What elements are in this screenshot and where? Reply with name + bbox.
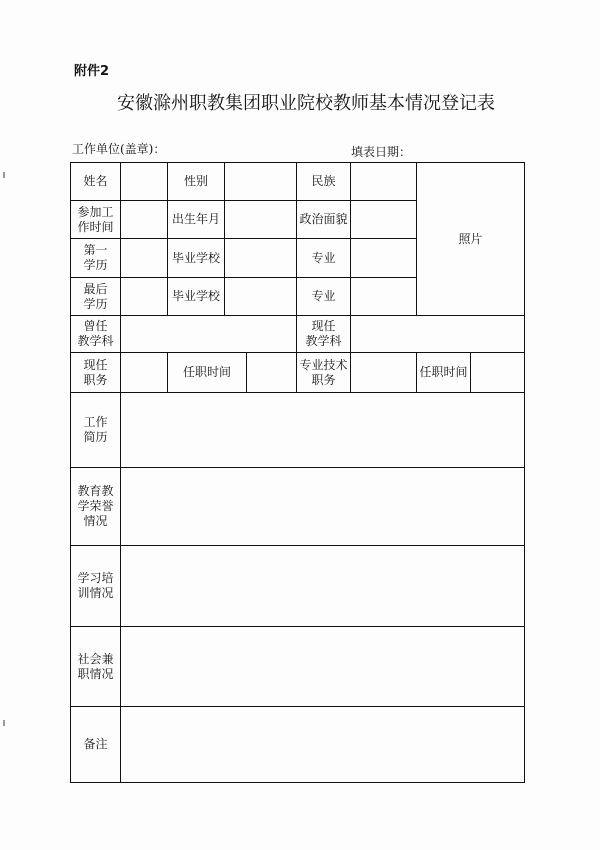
tech-title-value-cell bbox=[351, 353, 417, 393]
honors-label: 教育教 学荣誉 情况 bbox=[71, 468, 121, 546]
birth-label: 出生年月 bbox=[168, 201, 225, 239]
current-subject-label: 现任 教学科 bbox=[297, 316, 351, 353]
major-label: 专业 bbox=[297, 239, 351, 278]
first-degree-value-cell bbox=[121, 239, 168, 278]
birth-value-cell bbox=[225, 201, 297, 239]
gender-label: 性别 bbox=[168, 163, 225, 201]
fill-date-label: 填表日期： bbox=[351, 145, 412, 159]
table-row bbox=[71, 353, 525, 393]
title-date-label: 任职时间 bbox=[417, 353, 471, 393]
last-degree-label: 最后 学历 bbox=[71, 278, 121, 316]
graduate-school-label: 毕业学校 bbox=[168, 239, 225, 278]
current-post-label: 现任 职务 bbox=[71, 353, 121, 393]
registration-table bbox=[70, 162, 525, 783]
major-value-cell bbox=[351, 278, 417, 316]
work-unit-label: 工作单位(盖章)： bbox=[72, 142, 166, 156]
ethnicity-value-cell bbox=[351, 163, 417, 201]
last-degree-value-cell bbox=[121, 278, 168, 316]
work-start-label: 参加工 作时间 bbox=[71, 201, 121, 239]
table-row bbox=[71, 163, 525, 201]
current-post-value-cell bbox=[121, 353, 168, 393]
resume-value-cell bbox=[121, 393, 525, 468]
table-row bbox=[71, 707, 525, 783]
honors-value-cell bbox=[121, 468, 525, 546]
name-value-cell bbox=[121, 163, 168, 201]
gender-value-cell bbox=[225, 163, 297, 201]
post-date-label: 任职时间 bbox=[168, 353, 247, 393]
training-value-cell bbox=[121, 546, 525, 627]
current-subject-value-cell bbox=[351, 316, 525, 353]
part-time-label: 社会兼 职情况 bbox=[71, 627, 121, 707]
past-subject-label: 曾任 教学科 bbox=[71, 316, 121, 353]
table-row bbox=[71, 316, 525, 353]
resume-label: 工作 简历 bbox=[71, 393, 121, 468]
photo-cell: 照片 bbox=[417, 163, 525, 316]
name-label: 姓名 bbox=[71, 163, 121, 201]
political-status-value-cell bbox=[351, 201, 417, 239]
work-start-value-cell bbox=[121, 201, 168, 239]
table-row bbox=[71, 393, 525, 468]
table-row bbox=[71, 546, 525, 627]
remarks-value-cell bbox=[121, 707, 525, 783]
first-degree-label: 第一 学历 bbox=[71, 239, 121, 278]
past-subject-value-cell bbox=[121, 316, 297, 353]
table-row bbox=[71, 468, 525, 546]
scan-punch-mark bbox=[3, 720, 5, 726]
ethnicity-label: 民族 bbox=[297, 163, 351, 201]
political-status-label: 政治面貌 bbox=[297, 201, 351, 239]
major-label: 专业 bbox=[297, 278, 351, 316]
tech-title-label: 专业技术 职务 bbox=[297, 353, 351, 393]
title-date-value-cell bbox=[471, 353, 525, 393]
graduate-school-label: 毕业学校 bbox=[168, 278, 225, 316]
scan-punch-mark bbox=[3, 172, 5, 178]
graduate-school-value-cell bbox=[225, 239, 297, 278]
post-date-value-cell bbox=[247, 353, 297, 393]
major-value-cell bbox=[351, 239, 417, 278]
form-title: 安徽滁州职教集团职业院校教师基本情况登记表 bbox=[117, 93, 495, 114]
part-time-value-cell bbox=[121, 627, 525, 707]
graduate-school-value-cell bbox=[225, 278, 297, 316]
training-label: 学习培 训情况 bbox=[71, 546, 121, 627]
attachment-label: 附件2 bbox=[74, 64, 110, 79]
remarks-label: 备注 bbox=[71, 707, 121, 783]
table-row bbox=[71, 627, 525, 707]
